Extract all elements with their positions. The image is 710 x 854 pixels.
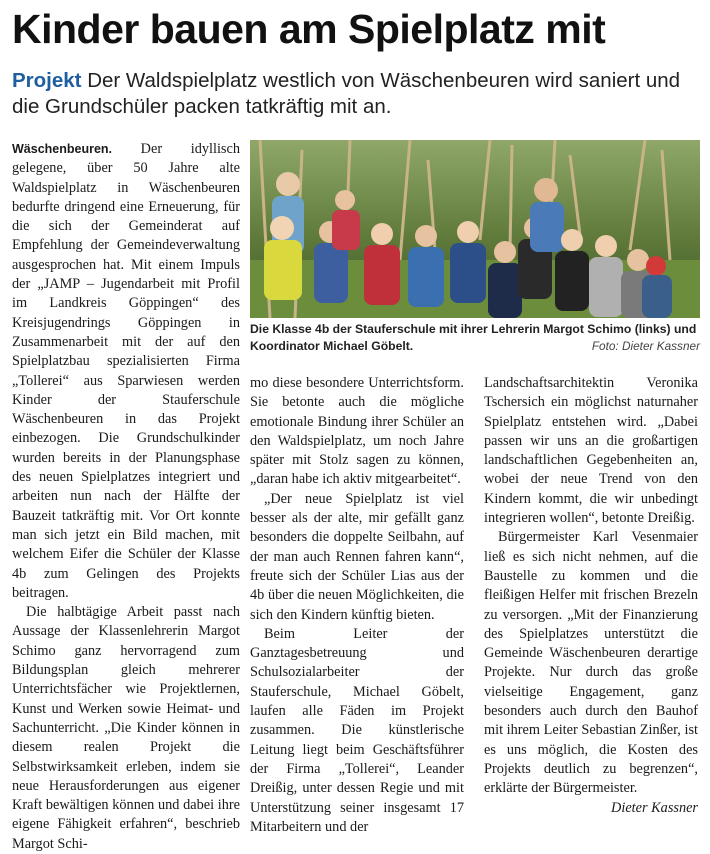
author-byline: Dieter Kassner	[611, 799, 698, 816]
paragraph: Die halbtägige Arbeit passt nach Aussage der Klassenlehrerin Margot Schimo ganz hervorragend zum Bildungsplan gleich mehrerer Unterrichtsfächer wie Projektlernen, Kunst und Werken sowie Heimat- und Sachunterricht. „Die Kinder können in diesem realen Projekt die Selbstwirksamkeit erleben, indem sie neue Herausforderungen aus eigener Kraft bewältigen können und dabei ihre eigene Fähigkeit erfahren“, beschrieb Margot Schi-	[12, 604, 240, 852]
dateline: Wäschenbeuren.	[12, 142, 113, 156]
paragraph	[12, 140, 240, 603]
headline: Kinder bauen am Spielplatz mit	[12, 6, 606, 52]
paragraph-text: Der idyllisch gelegene, über 50 Jahre alte Waldspielplatz in Wäschenbeuren bedurfte dringend eine Erneuerung, für die sich der Gemeinderat auf Empfehlung der Gemeindeverwaltung ausgesprochen hat. Mit einem Impuls der „JAMP – Jugendarbeit mit Profil im Landkreis Göppingen“ des Kreisjugendrings Göppingen in Zusammenarbeit mit der auf den Spielplatzbau spezialisierten Firma „Tollerei“ aus Sparwiesen werden Kinder der Stauferschule Wäschenbeuren in das Projekt einbezogen. Die Grundschulkinder wurden bereits in der Planungsphase des neuen Spielplatzes integriert und arbeiten nun nach der Hälfte der Bauzeit tatkräftig mit. Vor Ort konnte man sich jetzt ein Bild machen, mit welchem Eifer die Schüler der Klasse 4b zum Gelingen des Projekts beitragen.	[12, 141, 240, 601]
article-photo	[250, 140, 700, 318]
photo-credit: Foto: Dieter Kassner	[591, 339, 700, 353]
paragraph: mo diese besondere Unterrichtsform. Sie betonte auch die mögliche emotionale Bindung ihrer Schüler an den Waldspielplatz, um noch Jahre später mit Stolz sagen zu können, „daran habe ich aktiv mitgearbeitet“.	[250, 375, 464, 488]
subheadline	[12, 68, 702, 120]
article-column-2	[250, 374, 464, 837]
paragraph: Bürgermeister Karl Vesenmaier ließ es sich nicht nehmen, auf die Baustelle zu kommen und die fleißigen Helfer mit frischen Brezeln zu versorgen. „Mit der Finanzierung des Spielplatzes unterstützt die Gemeinde Wäschenbeuren derartige Projekte. Nur durch das große vielseitige Engagement, ganz besonders auch durch den Bauhof mit ihrem Leiter Sebastian Zinßer, ist es uns möglich, die Kosten des Projekts deutlich zu begrenzen“, erklärte der Bürgermeister.	[484, 529, 698, 797]
caption-text: Die Klasse 4b der Stauferschule mit ihrer Lehrerin Margot Schimo (links) und Koordinator Michael Göbelt.	[250, 322, 697, 353]
paragraph: Landschaftsarchitektin Veronika Tschersich ein möglichst naturnaher Spielplatz entstehen wird. „Dabei passen wir uns an die großartigen landschaftlichen Gegebenheiten an, wobei der neue Trend von den Kindern kommt, die wir unbedingt integrieren wollen“, betonte Dreißig.	[484, 375, 698, 527]
article-column-1	[12, 140, 240, 854]
paragraph: „Der neue Spielplatz ist viel besser als der alte, mir gefällt ganz besonders die doppelte Seilbahn, auf der man auch Rennen fahren kann“, freute sich der Schüler Lias aus der 4b über die neuen Möglichkeiten, die sich den Kindern künftig bieten.	[250, 490, 464, 623]
article-column-3	[484, 374, 698, 818]
kicker: Projekt	[12, 69, 82, 92]
photo-illustration	[250, 140, 700, 318]
paragraph: Beim Leiter der Ganztagesbetreuung und Schulsozialarbeiter der Stauferschule, Michael Göbelt, laufen alle Fäden im Projekt zusammen. Die künstlerische Leitung liegt beim Geschäftsführer der Firma „Tollerei“, Leander Dreißig, unter dessen Regie und mit Unterstützung seiner insgesamt 17 Mitarbeitern und der	[250, 625, 464, 835]
subheadline-text: Der Waldspielplatz westlich von Wäschenbeuren wird saniert und die Grundschüler packen tatkräftig mit an.	[12, 69, 681, 118]
photo-caption	[250, 321, 700, 355]
